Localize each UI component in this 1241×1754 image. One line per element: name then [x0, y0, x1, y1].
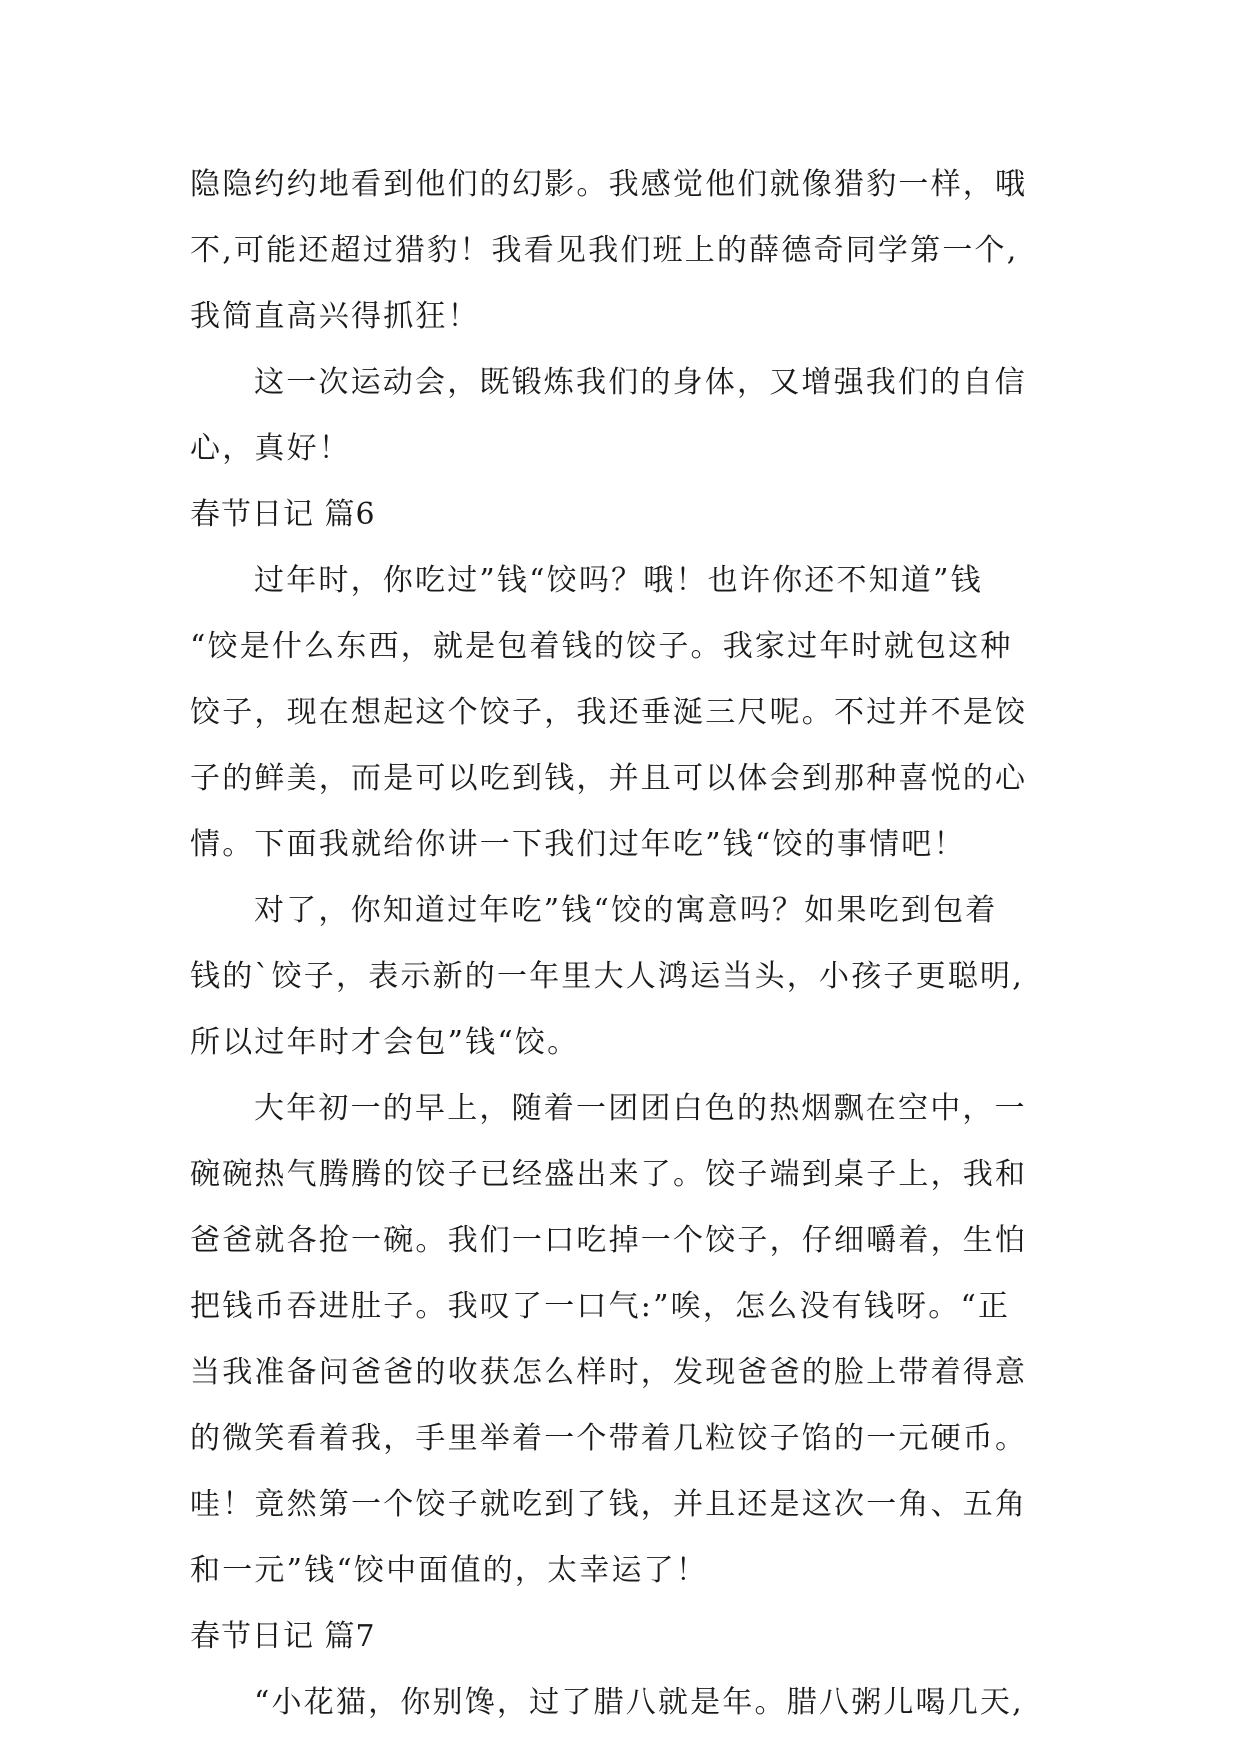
text-line: 我简直高兴得抓狂！ [190, 299, 480, 334]
text-line: “饺是什么东西，就是包着钱的饺子。我家过年时就包这种 [190, 629, 1013, 664]
paragraph-start: “小花猫，你别馋，过了腊八就是年。腊八粥儿喝几天, [254, 1685, 1024, 1720]
text-line: 把钱币吞进肚子。我叹了一口气:”唉，怎么没有钱呀。“正 [190, 1289, 1011, 1324]
text-line: 碗碗热气腾腾的饺子已经盛出来了。饺子端到桌子上，我和 [190, 1157, 1028, 1192]
text-line: 的微笑看着我，手里举着一个带着几粒饺子馅的一元硬币。 [190, 1421, 1028, 1456]
text-line: 爸爸就各抢一碗。我们一口吃掉一个饺子，仔细嚼着，生怕 [190, 1223, 1028, 1258]
text-line: 当我准备问爸爸的收获怎么样时，发现爸爸的脸上带着得意 [190, 1355, 1028, 1390]
text-line: 隐隐约约地看到他们的幻影。我感觉他们就像猎豹一样，哦 [190, 167, 1028, 202]
section-heading: 春节日记 篇6 [190, 497, 376, 532]
paragraph-start: 大年初一的早上，随着一团团白色的热烟飘在空中，一 [254, 1091, 1027, 1126]
document-page [190, 152, 1090, 1736]
text-line: 心，真好！ [190, 431, 351, 466]
paragraph-start: 对了，你知道过年吃”钱“饺的寓意吗？如果吃到包着 [254, 893, 998, 928]
text-line: 和一元”钱“饺中面值的，太幸运了！ [190, 1553, 709, 1588]
paragraph-start: 过年时，你吃过”钱“饺吗？哦！也许你还不知道”钱 [254, 563, 983, 598]
section-heading: 春节日记 篇7 [190, 1619, 376, 1654]
text-line: 饺子，现在想起这个饺子，我还垂涎三尺呢。不过并不是饺 [190, 695, 1028, 730]
text-line: 情。下面我就给你讲一下我们过年吃”钱“饺的事情吧！ [190, 827, 966, 862]
text-line: 哇！竟然第一个饺子就吃到了钱，并且还是这次一角、五角 [190, 1487, 1028, 1522]
text-line: 所以过年时才会包”钱“饺。 [190, 1025, 580, 1060]
paragraph-start: 这一次运动会，既锻炼我们的身体，又增强我们的自信 [254, 365, 1027, 400]
text-line: 钱的`饺子，表示新的一年里大人鸿运当头，小孩子更聪明, [190, 959, 1024, 994]
text-line: 子的鲜美，而是可以吃到钱，并且可以体会到那种喜悦的心 [190, 761, 1028, 796]
text-line: 不,可能还超过猎豹！我看见我们班上的薛德奇同学第一个, [190, 233, 1019, 268]
